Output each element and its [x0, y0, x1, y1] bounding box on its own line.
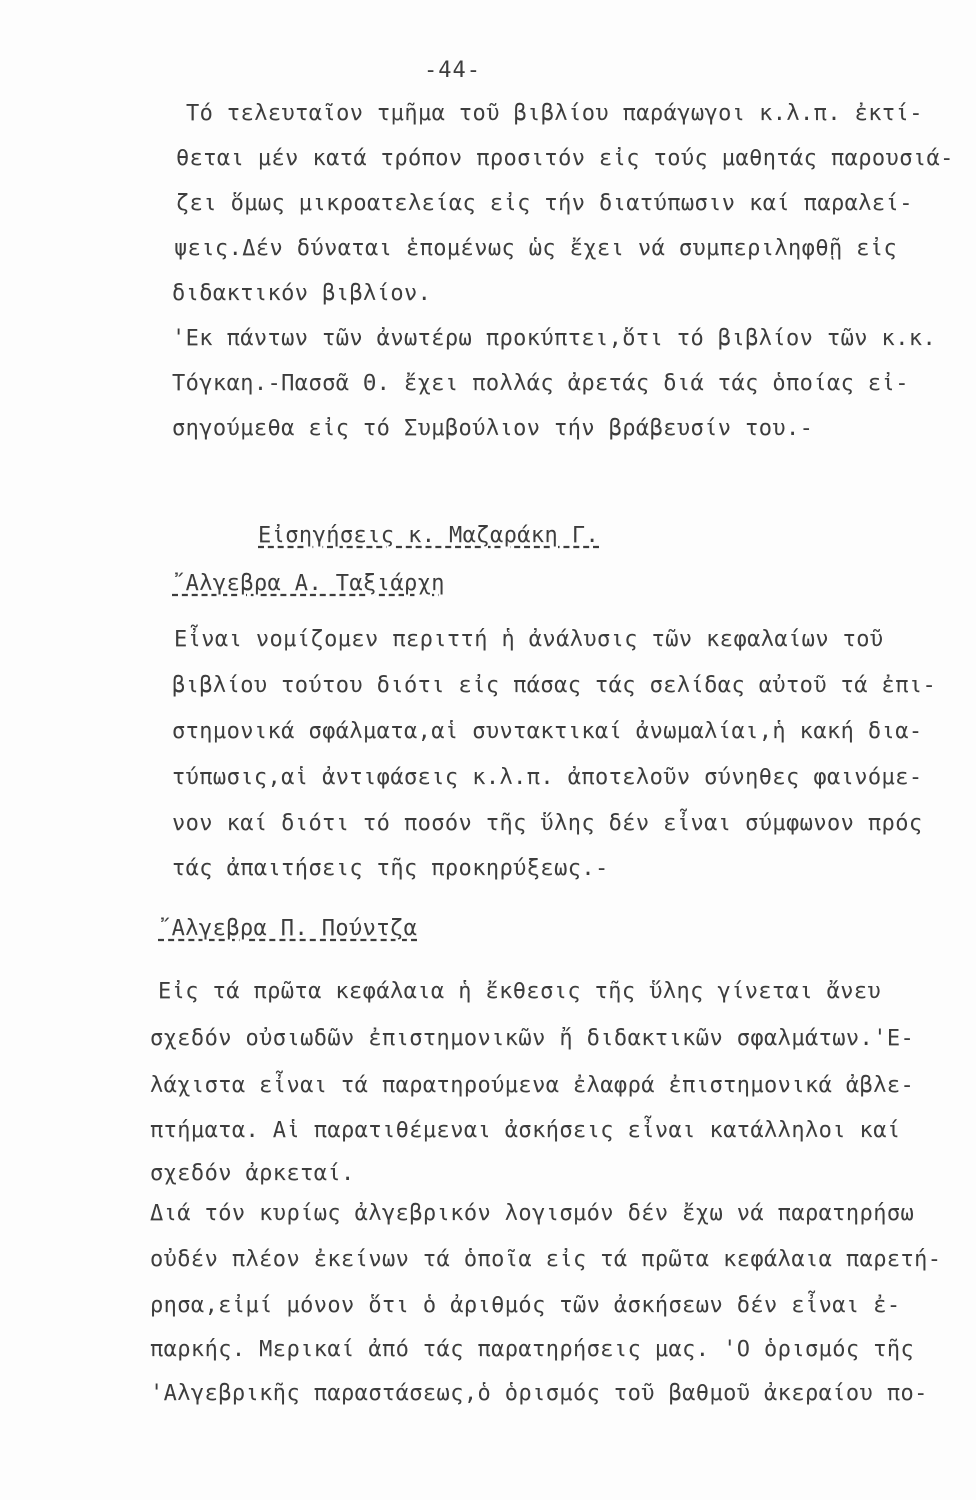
text-line: Διά τόν κυρίως ἀλγεβρικόν λογισμόν δέν ἔχω νά παρατηρήσω: [150, 1201, 915, 1226]
section-heading: [258, 522, 599, 550]
text-line: τύπωσις,αἱ ἀντιφάσεις κ.λ.π. ἀποτελοῦν σύνηθες φαινόμε-: [172, 765, 923, 790]
text-line: Τόγκαη.-Πασσᾶ Θ. ἔχει πολλάς ἀρετάς διά τάς ὁποίας εἰ-: [172, 371, 909, 396]
text-line: ψεις.Δέν δύναται ἑπομένως ὡς ἔχει νά συμπεριληφθῇ εἰς: [174, 236, 898, 261]
text-line: βιβλίου τούτου διότι εἰς πάσας τάς σελίδας αὐτοῦ τά ἐπι-: [172, 673, 937, 698]
text-line: οὐδέν πλέον ἐκείνων τά ὁποῖα εἰς τά πρῶτα κεφάλαια παρετή-: [150, 1247, 942, 1272]
text-line: σηγούμεθα εἰς τό Συμβούλιον τήν βράβευσίν του.-: [172, 416, 814, 441]
text-line: πτήματα. Αἱ παρατιθέμεναι ἀσκήσεις εἶναι κατάλληλοι καί: [150, 1118, 901, 1143]
section-heading-text: Εἰσηγήσεις κ. Μαζαράκη Γ.: [258, 523, 600, 548]
text-line: 'Αλγεβρικῆς παραστάσεως,ὁ ὁρισμός τοῦ βαθμοῦ ἀκεραίου πο-: [150, 1381, 928, 1406]
text-line: διδακτικόν βιβλίον.: [172, 281, 432, 306]
text-line: σχεδόν οὐσιωδῶν ἐπιστημονικῶν ἤ διδακτικῶν σφαλμάτων.'Ε-: [150, 1026, 915, 1051]
subheading-text: ῎Αλγεβρα Π. Πούντζα: [158, 916, 418, 941]
subheading-algebra-pountza: [158, 915, 417, 943]
subheading-algebra-taxiarchi: [172, 570, 445, 598]
text-line: ζει ὅμως μικροατελείας εἰς τήν διατύπωσιν καί παραλεί-: [176, 191, 913, 216]
text-line: λάχιστα εἶναι τά παρατηρούμενα ἐλαφρά ἐπιστημονικά ἀβλε-: [150, 1073, 915, 1098]
text-line: Εἰς τά πρῶτα κεφάλαια ἡ ἔκθεσις τῆς ὕλης γίνεται ἄνευ: [158, 979, 882, 1004]
text-line: 'Εκ πάντων τῶν ἀνωτέρω προκύπτει,ὅτι τό βιβλίον τῶν κ.κ.: [172, 326, 937, 351]
text-line: τάς ἀπαιτήσεις τῆς προκηρύξεως.-: [172, 856, 609, 881]
text-line: παρκής. Μερικαί ἀπό τάς παρατηρήσεις μας. 'Ο ὁρισμός τῆς: [150, 1337, 915, 1362]
text-line: νον καί διότι τό ποσόν τῆς ὕλης δέν εἶναι σύμφωνον πρός: [172, 811, 923, 836]
subheading-text: ῎Αλγεβρα Α. Ταξιάρχη: [172, 571, 445, 596]
text-line: Τό τελευταῖον τμῆμα τοῦ βιβλίου παράγωγοι κ.λ.π. ἐκτί-: [186, 101, 923, 126]
text-line: θεται μέν κατά τρόπον προσιτόν εἰς τούς μαθητάς παρουσιά-: [176, 146, 954, 171]
text-line: Εἶναι νομίζομεν περιττή ἡ ἀνάλυσις τῶν κεφαλαίων τοῦ: [174, 627, 884, 652]
text-line: στημονικά σφάλματα,αἱ συντακτικαί ἀνωμαλίαι,ἡ κακή δια-: [172, 719, 923, 744]
page-number: -44-: [424, 58, 481, 83]
text-line: ρησα,εἰμί μόνον ὅτι ὁ ἀριθμός τῶν ἀσκήσεων δέν εἶναι ἐ-: [150, 1293, 901, 1318]
text-line: σχεδόν ἀρκεταί.: [150, 1161, 355, 1186]
